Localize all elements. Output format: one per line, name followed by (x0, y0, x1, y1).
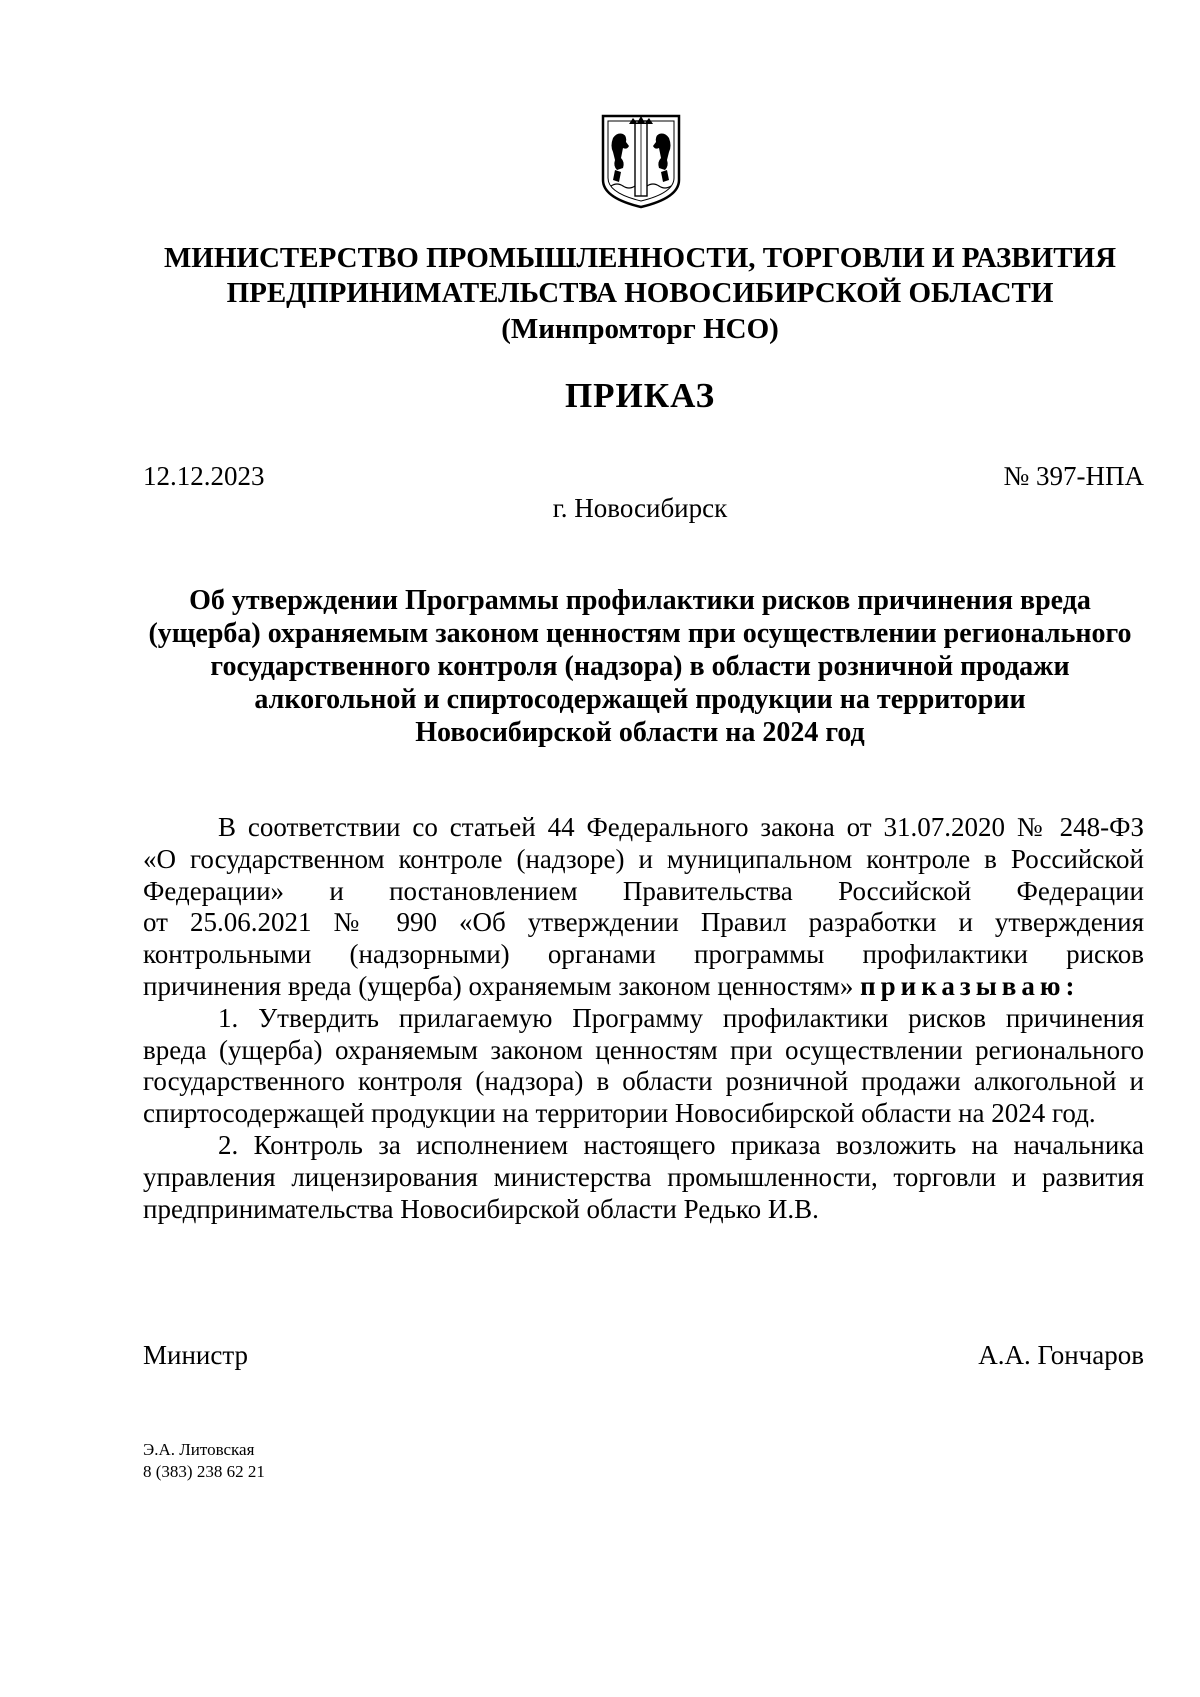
document-type-title: ПРИКАЗ (564, 376, 716, 415)
document-city: г. Новосибирск (552, 493, 728, 523)
ministry-name-line-1: МИНИСТЕРСТВО ПРОМЫШЛЕННОСТИ, ТОРГОВЛИ И РАЗВИТИЯ (163, 242, 1117, 274)
body-line: от 25.06.2021 № 990 «Об утверждении Правил разработки и утверждения (143, 907, 1144, 938)
body-line: контрольными (надзорными) органами программы профилактики рисков (143, 939, 1144, 970)
executor-name: Э.А. Литовская (143, 1440, 255, 1459)
body-line: «О государственном контроле (надзоре) и муниципальном контроле в Российской (143, 843, 1144, 874)
order-item-2-line: 2. Контроль за исполнением настоящего приказа возложить на начальника (218, 1129, 1144, 1160)
order-item-1-line: 1. Утвердить прилагаемую Программу профилактики рисков причинения (218, 1002, 1144, 1033)
body-line-text: причинения вреда (ущерба) охраняемым законом ценностям» (143, 970, 854, 1001)
body-line-final (143, 971, 1144, 1003)
subject-line: (ущерба) охраняемым законом ценностям при осуществлении регионального (148, 618, 1132, 649)
order-item-2-line: управления лицензирования министерства промышленности, торговли и развития (143, 1161, 1144, 1192)
document-date: 12.12.2023 (143, 461, 265, 491)
document-body (143, 812, 1144, 1225)
body-line: Федерации» и постановлением Правительства Российской Федерации (143, 875, 1144, 906)
document-subject (120, 584, 1160, 749)
executor-info (143, 1439, 265, 1483)
subject-line: государственного контроля (надзора) в области розничной продажи (210, 651, 1070, 682)
order-item-1-line: государственного контроля (надзора) в области розничной продажи алкогольной и (143, 1066, 1144, 1097)
coat-of-arms-icon (599, 110, 683, 210)
order-item-1-line: вреда (ущерба) охраняемым законом ценностям при осуществлении регионального (143, 1034, 1144, 1065)
ministry-name-line-2: ПРЕДПРИНИМАТЕЛЬСТВА НОВОСИБИРСКОЙ ОБЛАСТИ (226, 277, 1054, 309)
order-item-2-line: предпринимательства Новосибирской области Редько И.В. (143, 1193, 819, 1224)
executor-phone: 8 (383) 238 62 21 (143, 1462, 265, 1481)
signer-title: Министр (143, 1340, 248, 1370)
document-number: № 397-НПА (1003, 461, 1144, 491)
subject-line: алкогольной и спиртосодержащей продукции на территории (254, 684, 1026, 715)
order-word: приказываю: (860, 970, 1080, 1001)
subject-line: Новосибирской области на 2024 год (415, 717, 865, 748)
signer-name: А.А. Гончаров (978, 1340, 1144, 1370)
ministry-short-name: (Минпромторг НСО) (501, 313, 779, 345)
body-line: В соответствии со статьей 44 Федерального закона от 31.07.2020 № 248-ФЗ (218, 812, 1144, 842)
subject-line: Об утверждении Программы профилактики рисков причинения вреда (189, 585, 1091, 616)
order-item-1-line: спиртосодержащей продукции на территории Новосибирской области на 2024 год. (143, 1098, 1096, 1129)
